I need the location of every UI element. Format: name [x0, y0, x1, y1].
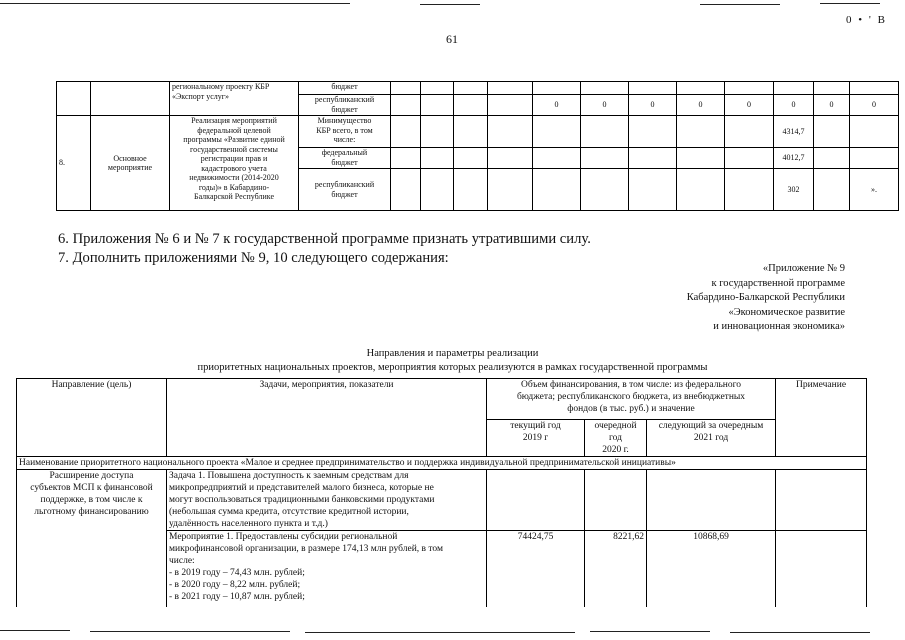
direction-cell	[17, 470, 167, 607]
source-line: бюджет	[331, 157, 358, 167]
event-name-line: регистрации прав и	[200, 154, 268, 163]
direction-line: поддержке, в том числе к	[40, 495, 143, 505]
header-direction: Направление (цель)	[17, 379, 167, 457]
value-2019: 74424,75	[487, 531, 585, 607]
scan-line	[90, 631, 290, 632]
national-project-row: Наименование приоритетного национального проекта «Малое и среднее предпринимательство и поддержка индивидуальной предпринимательской инициативы»	[17, 457, 867, 470]
scan-line	[0, 630, 70, 631]
header-year-line: 2020 г.	[602, 445, 629, 455]
source-line: бюджет	[331, 189, 358, 199]
value-cell: 0	[725, 95, 774, 116]
scan-line	[305, 632, 575, 633]
scan-line	[820, 3, 880, 4]
source-cell	[299, 148, 391, 169]
header-funding	[487, 379, 776, 420]
appendix-line: «Приложение № 9	[762, 263, 845, 274]
appendix-line: «Экономическое развитие	[728, 306, 845, 318]
national-projects-table	[16, 378, 867, 607]
event-name-cell	[170, 116, 299, 211]
task-line: микропредприятий и представителей малого бизнеса, которые не	[169, 483, 434, 493]
event-name-line: «Экспорт услуг»	[172, 91, 230, 101]
source-cell	[299, 169, 391, 211]
header-year-line: очередной год	[594, 421, 637, 443]
header-year-line: текущий год	[510, 421, 561, 431]
measure-line: - в 2020 году – 8,22 млн. рублей;	[169, 580, 301, 590]
header-year-2020	[585, 420, 647, 457]
direction-line: субъектов МСП к финансовой	[30, 483, 153, 493]
table-title	[60, 347, 845, 374]
source-line: числе:	[333, 135, 356, 144]
paragraph-7: 7. Дополнить приложениями № 9, 10 следующего содержания:	[58, 250, 449, 266]
header-funding-line: фондов (в тыс. руб.) и значение	[567, 404, 695, 414]
number-cell: 8.	[57, 116, 91, 211]
header-funding-line: бюджета; республиканского бюджета, из внебюджетных	[516, 392, 746, 402]
corner-mark: 0 • ' B	[846, 14, 887, 26]
header-funding-line: Объем финансирования, в том числе: из федерального	[520, 380, 742, 390]
direction-line: льготному финансированию	[34, 507, 149, 517]
task-line: Задача 1. Повышена доступность к заемным средствам для	[169, 471, 409, 481]
event-name-line: государственной системы	[190, 144, 278, 154]
event-name-line: годы)» в Кабардино-	[198, 182, 270, 192]
source-cell	[299, 116, 391, 148]
event-name-cell	[170, 82, 299, 116]
value-cell: 0	[774, 95, 814, 116]
header-year-line: 2019 г	[522, 433, 549, 443]
event-name-line: недвижимости (2014-2020	[189, 173, 279, 182]
number-cell	[57, 82, 91, 116]
appendix-heading	[545, 262, 845, 335]
measure-cell	[167, 531, 487, 607]
value-cell: ».	[850, 169, 899, 211]
measure-line: микрофинансовой организации, в размере 174,13 млн рублей, в том	[169, 544, 444, 554]
value-cell: 4314,7	[774, 116, 814, 148]
page-number: 61	[446, 32, 458, 46]
task-line: (небольшая сумма кредита, отсутствие кредитной истории,	[169, 507, 409, 517]
event-name-line: Реализация мероприятий	[191, 116, 277, 125]
task-cell	[167, 470, 487, 531]
value-cell: 302	[774, 169, 814, 211]
event-name-line: федеральной целевой	[197, 125, 271, 135]
table-title-line: приоритетных национальных проектов, мероприятия которых реализуются в рамках государственной программы	[197, 361, 708, 373]
event-name-line: региональному проекту КБР	[172, 82, 270, 91]
value-cell: 0	[814, 95, 850, 116]
source-line: федеральный	[321, 148, 368, 157]
header-year-line: следующий за очередным	[658, 421, 764, 431]
task-line: могут воспользоваться традиционными банковскими продуктами	[169, 495, 435, 505]
status-cell	[91, 116, 170, 211]
header-note: Примечание	[776, 379, 867, 457]
appendix-line: Кабардино-Балкарской Республики	[686, 292, 845, 303]
value-cell: 0	[581, 95, 629, 116]
value-cell: 0	[850, 95, 899, 116]
measure-line: Мероприятие 1. Предоставлены субсидии региональной	[169, 532, 398, 542]
scan-line	[700, 4, 780, 5]
source-line: Минимущество	[317, 116, 372, 125]
table-title-line: Направления и параметры реализации	[366, 348, 539, 359]
event-name-line: Балкарской Республике	[193, 192, 275, 201]
value-cell: 4012,7	[774, 148, 814, 169]
appendix-line: и инновационная экономика»	[713, 321, 845, 332]
measure-line: - в 2019 году – 74,43 млн. рублей;	[169, 568, 305, 578]
value-2021: 10868,69	[647, 531, 776, 607]
source-cell: республиканский бюджет	[299, 95, 391, 116]
value-cell: 0	[629, 95, 677, 116]
header-year-2021	[647, 420, 776, 457]
status-line: мероприятие	[107, 163, 153, 172]
measure-line: числе:	[169, 556, 195, 566]
budget-table-fragment	[56, 81, 899, 211]
value-cell: 0	[677, 95, 725, 116]
header-year-line: 2021 год	[693, 433, 729, 443]
measure-line: - в 2021 году – 10,87 млн. рублей;	[169, 592, 305, 602]
header-tasks: Задачи, мероприятия, показатели	[167, 379, 487, 457]
task-line: удалённость населенного пункта и т.д.)	[169, 519, 328, 529]
event-name-line: кадастрового учета	[201, 163, 267, 173]
status-line: Основное	[113, 153, 147, 163]
direction-line: Расширение доступа	[49, 471, 134, 481]
source-line: КБР всего, в том	[316, 125, 373, 135]
scan-line	[590, 631, 710, 632]
source-cell: бюджет	[299, 82, 391, 95]
source-line: республиканский	[314, 180, 375, 189]
appendix-line: к государственной программе	[711, 277, 845, 289]
paragraph-6: 6. Приложения № 6 и № 7 к государственной программе признать утратившими силу.	[58, 231, 591, 247]
event-name-line: программы «Развитие единой	[183, 135, 285, 144]
scan-line	[420, 4, 480, 5]
status-cell	[91, 82, 170, 116]
scan-line	[730, 632, 870, 633]
value-cell: 0	[533, 95, 581, 116]
value-2020: 8221,62	[585, 531, 647, 607]
header-year-2019	[487, 420, 585, 457]
scan-line	[0, 3, 350, 4]
